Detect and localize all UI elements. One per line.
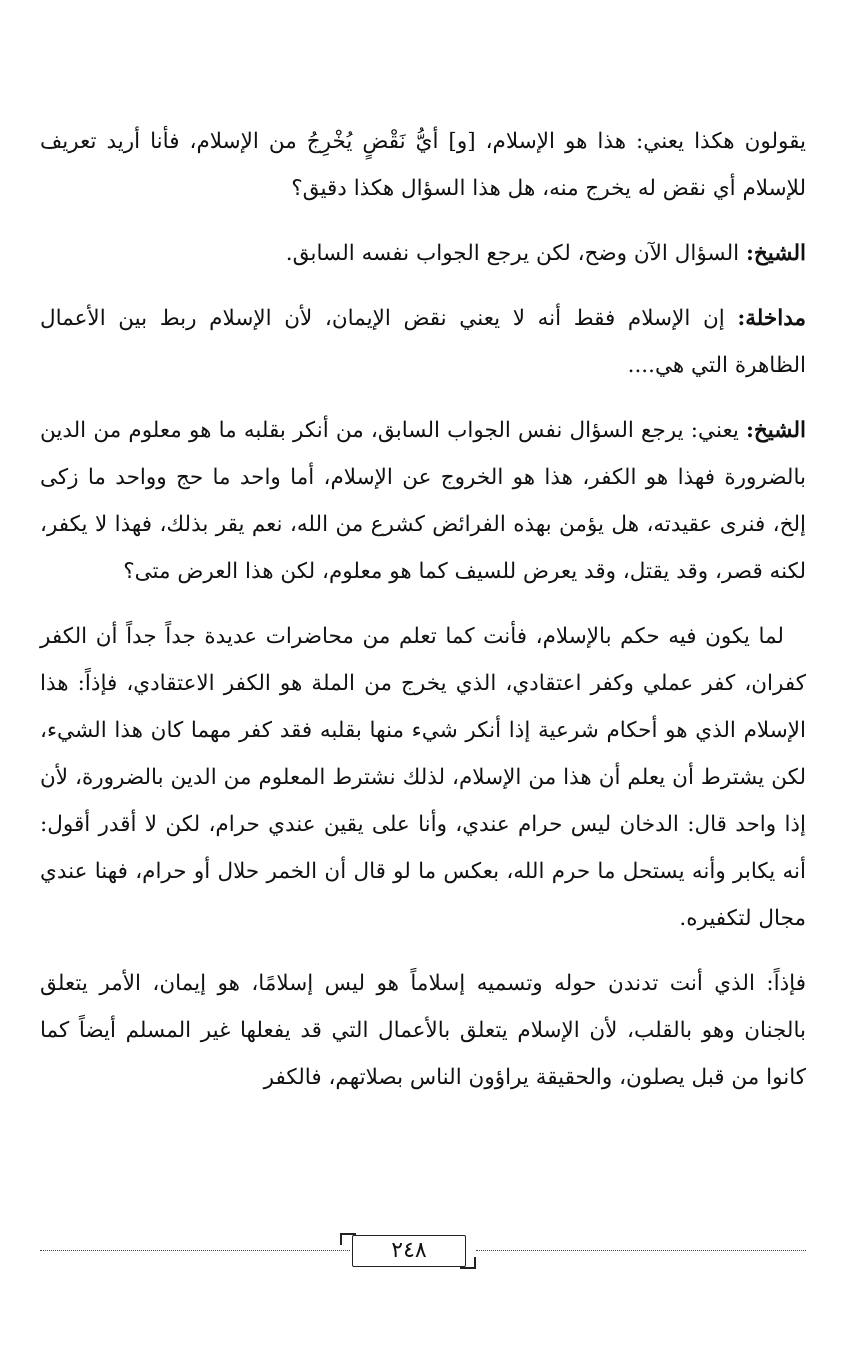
speaker-label: الشيخ: — [745, 241, 806, 266]
speaker-label: الشيخ: — [745, 418, 806, 443]
page-number: ٢٤٨ — [352, 1235, 466, 1267]
page-footer — [40, 1233, 806, 1269]
page-body — [40, 118, 806, 1119]
paragraph-3 — [40, 295, 806, 389]
paragraph-5-text: لما يكون فيه حكم بالإسلام، فأنت كما تعلم من محاضرات عديدة جداً جداً أن الكفر كفران، كفر عملي وكفر اعتقادي، الذي يخرج من الملة هو الكفر الاعتقادي، فإذاً: هذا الإسلام الذي هو أحكام شرعية إذا أنكر شيء منها بقلبه فقد كفر مهما كان هذا الشيء، لكن يشترط أن يعلم أن هذا من الإسلام، لذلك نشترط المعلوم من الدين بالضرورة، لأن إذا واحد قال: الدخان ليس حرام عندي، وأنا على يقين عندي حرام، لكن لا أقدر أقول: أنه يكابر وأنه يستحل ما حرم الله، بعكس ما لو قال أن الخمر حلال أو حرام، فهنا عندي مجال لتكفيره. — [40, 624, 807, 931]
paragraph-3-text: إن الإسلام فقط أنه لا يعني نقض الإيمان، لأن الإسلام ربط بين الأعمال الظاهرة التي هي.... — [40, 306, 806, 378]
ornament-icon — [460, 1257, 476, 1269]
footer-rule-right — [476, 1250, 806, 1251]
paragraph-1-text: يقولون هكذا يعني: هذا هو الإسلام، [و] أيُّ نَقْضٍ يُخْرِجُ من الإسلام، فأنا أريد تعريف للإسلام أي نقض له يخرج منه، هل هذا السؤال هكذا دقيق؟ — [40, 129, 806, 201]
paragraph-4-text: يعني: يرجع السؤال نفس الجواب السابق، من أنكر بقلبه ما هو معلوم من الدين بالضرورة فهذا هو الكفر، هذا هو الخروج عن الإسلام، أما واحد ما حج وواحد ما زكى إلخ، فنرى عقيدته، هل يؤمن بهذه الفرائض كشرع من الله، نعم يقر بذلك، فهذا لا يكفر، لكنه قصر، وقد يقتل، وقد يعرض للسيف كما هو معلوم، لكن هذا العرض متى؟ — [40, 418, 806, 584]
speaker-label: مداخلة: — [737, 306, 806, 331]
paragraph-1 — [40, 118, 806, 212]
paragraph-2-text: السؤال الآن وضح، لكن يرجع الجواب نفسه السابق. — [285, 241, 746, 266]
paragraph-2 — [40, 230, 806, 277]
footer-rule-left — [40, 1250, 350, 1251]
paragraph-4 — [40, 407, 806, 595]
paragraph-6-text: فإذاً: الذي أنت تدندن حوله وتسميه إسلاماً هو ليس إسلامًا، هو إيمان، الأمر يتعلق بالجنان وهو بالقلب، لأن الإسلام يتعلق بالأعمال التي قد يفعلها غير المسلم أيضاً كما كانوا من قبل يصلون، والحقيقة يراؤون الناس بصلاتهم، فالكفر — [40, 971, 806, 1090]
paragraph-6 — [40, 960, 806, 1101]
paragraph-5 — [40, 613, 806, 942]
